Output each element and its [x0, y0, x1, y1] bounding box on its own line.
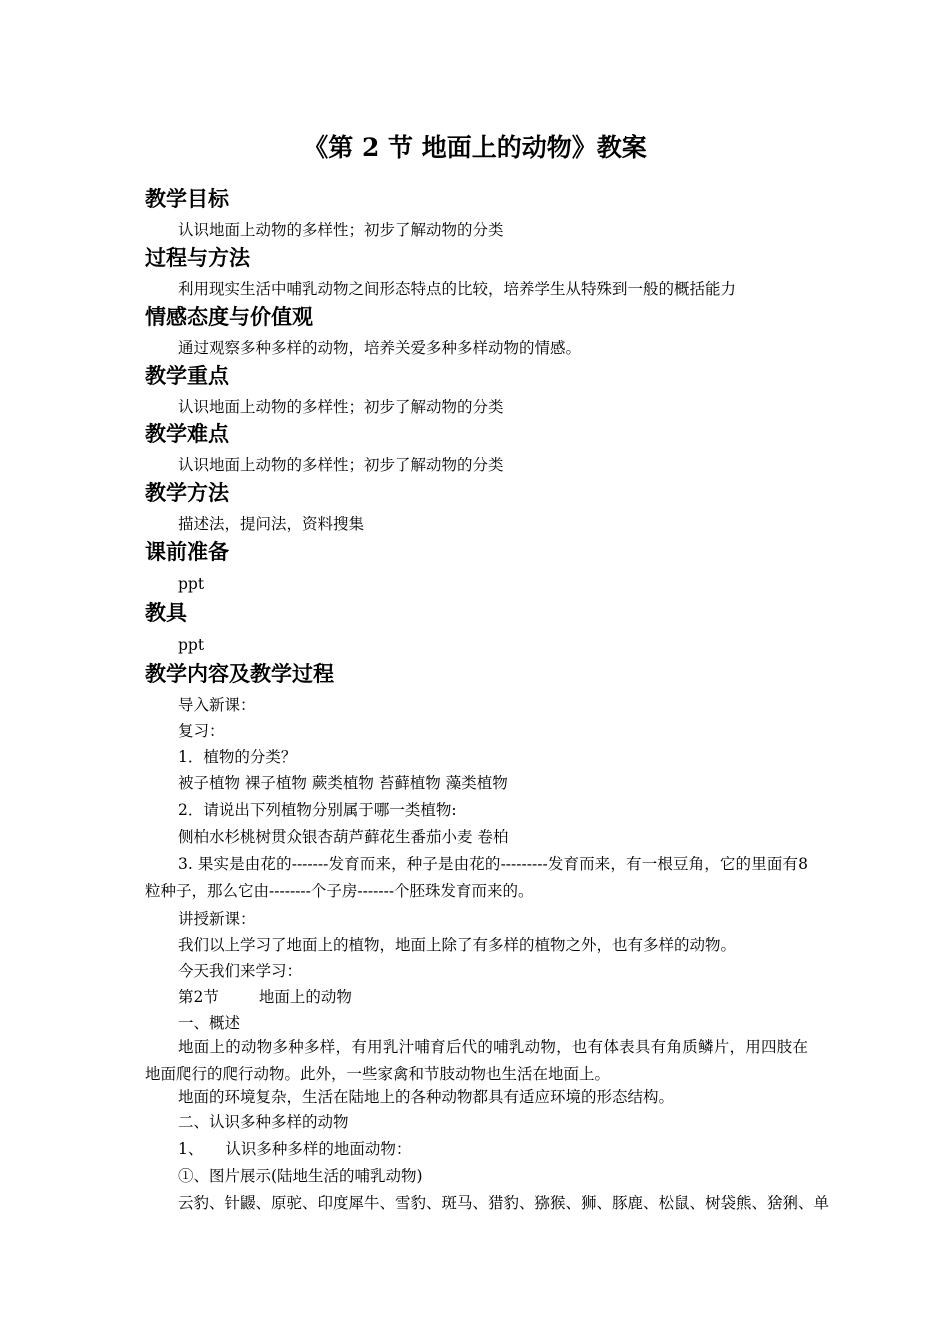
text-plant-list: 侧柏水杉桃树贯众银杏葫芦藓花生番茄小麦 卷柏 [178, 828, 509, 846]
text-process-method: 利用现实生活中哺乳动物之间形态特点的比较，培养学生从特殊到一般的概括能力 [178, 280, 737, 298]
text-question-3: 3. 果实是由花的-------发育而来，种子是由花的---------发育而来，有一根豆角，它的里面有8粒种子，那么它由--------个子房-------个胚珠发育而来的。 [145, 855, 808, 900]
heading-content-process: 教学内容及教学过程 [145, 661, 334, 686]
section-number: 第2节 [178, 988, 219, 1006]
heading-teaching-method: 教学方法 [145, 480, 229, 505]
heading-preparation: 课前准备 [145, 539, 229, 564]
text-part-two-heading: 二、认识多种多样的动物 [178, 1113, 349, 1131]
heading-attitude-values: 情感态度与价值观 [145, 304, 313, 329]
heading-key-points: 教学重点 [145, 363, 229, 388]
text-key-points: 认识地面上动物的多样性；初步了解动物的分类 [178, 398, 504, 416]
text-difficult-points: 认识地面上动物的多样性；初步了解动物的分类 [178, 456, 504, 474]
item-1-number: 1、 [178, 1140, 204, 1158]
heading-difficult-points: 教学难点 [145, 421, 229, 446]
text-today-learn: 今天我们来学习： [178, 962, 303, 980]
text-question-1: 1．植物的分类？ [178, 748, 297, 766]
text-overview-body: 地面上的动物多种多样，有用乳汁哺育后代的哺乳动物，也有体表具有角质鳞片，用四肢在地面爬行的爬行动物。此外，一些家禽和节肢动物也生活在地面上。 [145, 1038, 808, 1083]
text-picture-show: ①、图片展示(陆地生活的哺乳动物) [178, 1167, 423, 1185]
text-preparation: ppt [178, 575, 205, 593]
text-section-title [178, 985, 352, 1009]
section-name: 地面上的动物 [258, 988, 352, 1006]
text-teaching-aids: ppt [178, 636, 205, 654]
text-intro-lesson: 导入新课： [178, 696, 256, 714]
text-review: 复习： [178, 722, 225, 740]
text-question-2: 2．请说出下列植物分别属于哪一类植物: [178, 801, 457, 819]
text-teaching-method: 描述法，提问法，资料搜集 [178, 515, 365, 533]
text-teaching-goal: 认识地面上动物的多样性；初步了解动物的分类 [178, 221, 504, 239]
text-plant-classes: 被子植物 裸子植物 蕨类植物 苔藓植物 藻类植物 [178, 774, 508, 792]
text-new-lesson: 讲授新课： [178, 910, 256, 928]
text-attitude-values: 通过观察多种多样的动物，培养关爱多种多样动物的情感。 [178, 339, 582, 357]
text-transition: 我们以上学习了地面上的植物，地面上除了有多样的植物之外，也有多样的动物。 [178, 936, 737, 954]
document-title: 《第 2 节 地面上的动物》教案 [303, 133, 647, 162]
heading-teaching-goal: 教学目标 [145, 186, 229, 211]
text-item-1 [178, 1137, 411, 1161]
heading-process-method: 过程与方法 [145, 245, 250, 270]
text-animal-list: 云豹、针鼹、原驼、印度犀牛、雪豹、斑马、猎豹、猕猴、狮、豚鹿、松鼠、树袋熊、猞猁、单 [178, 1194, 830, 1212]
item-1-label: 认识多种多样的地面动物： [225, 1140, 412, 1158]
heading-teaching-aids: 教具 [145, 600, 187, 625]
text-overview-heading: 一、概述 [178, 1014, 241, 1032]
text-environment: 地面的环境复杂，生活在陆地上的各种动物都具有适应环境的形态结构。 [178, 1088, 675, 1106]
